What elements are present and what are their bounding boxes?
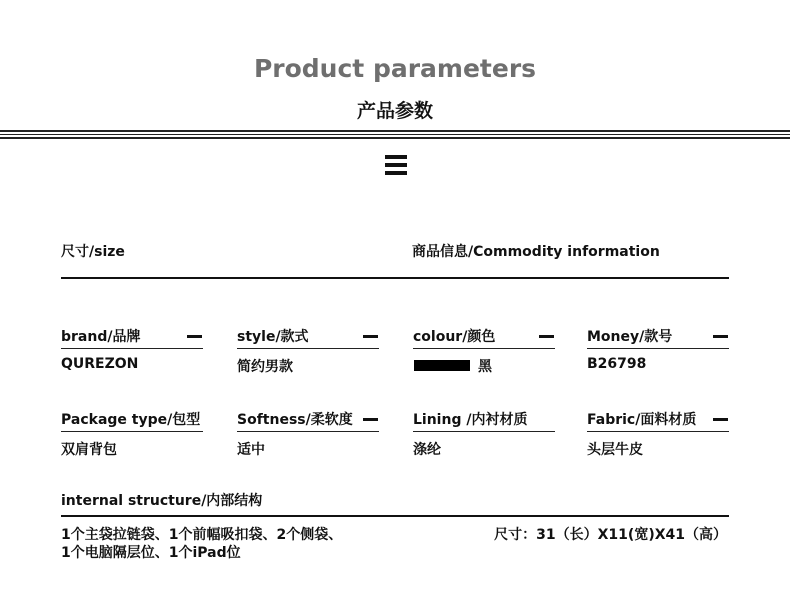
softness-label: Softness/柔软度 bbox=[237, 412, 353, 428]
menu-icon bbox=[385, 155, 407, 175]
colour-label: colour/颜色 bbox=[413, 329, 496, 345]
money-dash bbox=[713, 335, 728, 338]
internal-structure-label: internal structure/内部结构 bbox=[61, 493, 263, 509]
colour-swatch bbox=[414, 360, 470, 371]
softness-underline bbox=[237, 431, 379, 432]
structure-line-2: 1个电脑隔层位、1个iPad位 bbox=[61, 545, 241, 561]
package-type-underline bbox=[61, 431, 203, 432]
dimensions-text: 尺寸：31（长）X11(宽)X41（高） bbox=[494, 527, 727, 543]
lining-underline bbox=[413, 431, 555, 432]
style-value: 简约男款 bbox=[237, 359, 293, 375]
size-section-label: 尺寸/size bbox=[61, 244, 125, 260]
colour-dash bbox=[539, 335, 554, 338]
header-divider-mid bbox=[0, 134, 790, 135]
commodity-section-label: 商品信息/Commodity information bbox=[412, 244, 660, 260]
structure-line-1: 1个主袋拉链袋、1个前幅吸扣袋、2个侧袋、 bbox=[61, 527, 343, 543]
package-type-label: Package type/包型 bbox=[61, 412, 201, 428]
lining-value: 涤纶 bbox=[413, 442, 441, 458]
money-label: Money/款号 bbox=[587, 329, 673, 345]
header-divider-bottom bbox=[0, 137, 790, 139]
brand-value: QUREZON bbox=[61, 356, 139, 372]
section-divider bbox=[61, 277, 729, 279]
fabric-underline bbox=[587, 431, 729, 432]
structure-divider bbox=[61, 515, 729, 517]
colour-value: 黑 bbox=[478, 359, 492, 375]
fabric-dash bbox=[713, 418, 728, 421]
fabric-value: 头层牛皮 bbox=[587, 442, 643, 458]
brand-dash bbox=[187, 335, 202, 338]
style-label: style/款式 bbox=[237, 329, 309, 345]
package-type-value: 双肩背包 bbox=[61, 442, 117, 458]
lining-label: Lining /内衬材质 bbox=[413, 412, 528, 428]
brand-label: brand/品牌 bbox=[61, 329, 141, 345]
colour-underline bbox=[413, 348, 555, 349]
softness-dash bbox=[363, 418, 378, 421]
brand-underline bbox=[61, 348, 203, 349]
style-underline bbox=[237, 348, 379, 349]
money-underline bbox=[587, 348, 729, 349]
page-title: Product parameters bbox=[253, 54, 537, 83]
page-subtitle: 产品参数 bbox=[356, 100, 433, 122]
style-dash bbox=[363, 335, 378, 338]
softness-value: 适中 bbox=[237, 442, 265, 458]
fabric-label: Fabric/面料材质 bbox=[587, 412, 697, 428]
money-value: B26798 bbox=[587, 356, 647, 372]
header-divider-top bbox=[0, 130, 790, 132]
